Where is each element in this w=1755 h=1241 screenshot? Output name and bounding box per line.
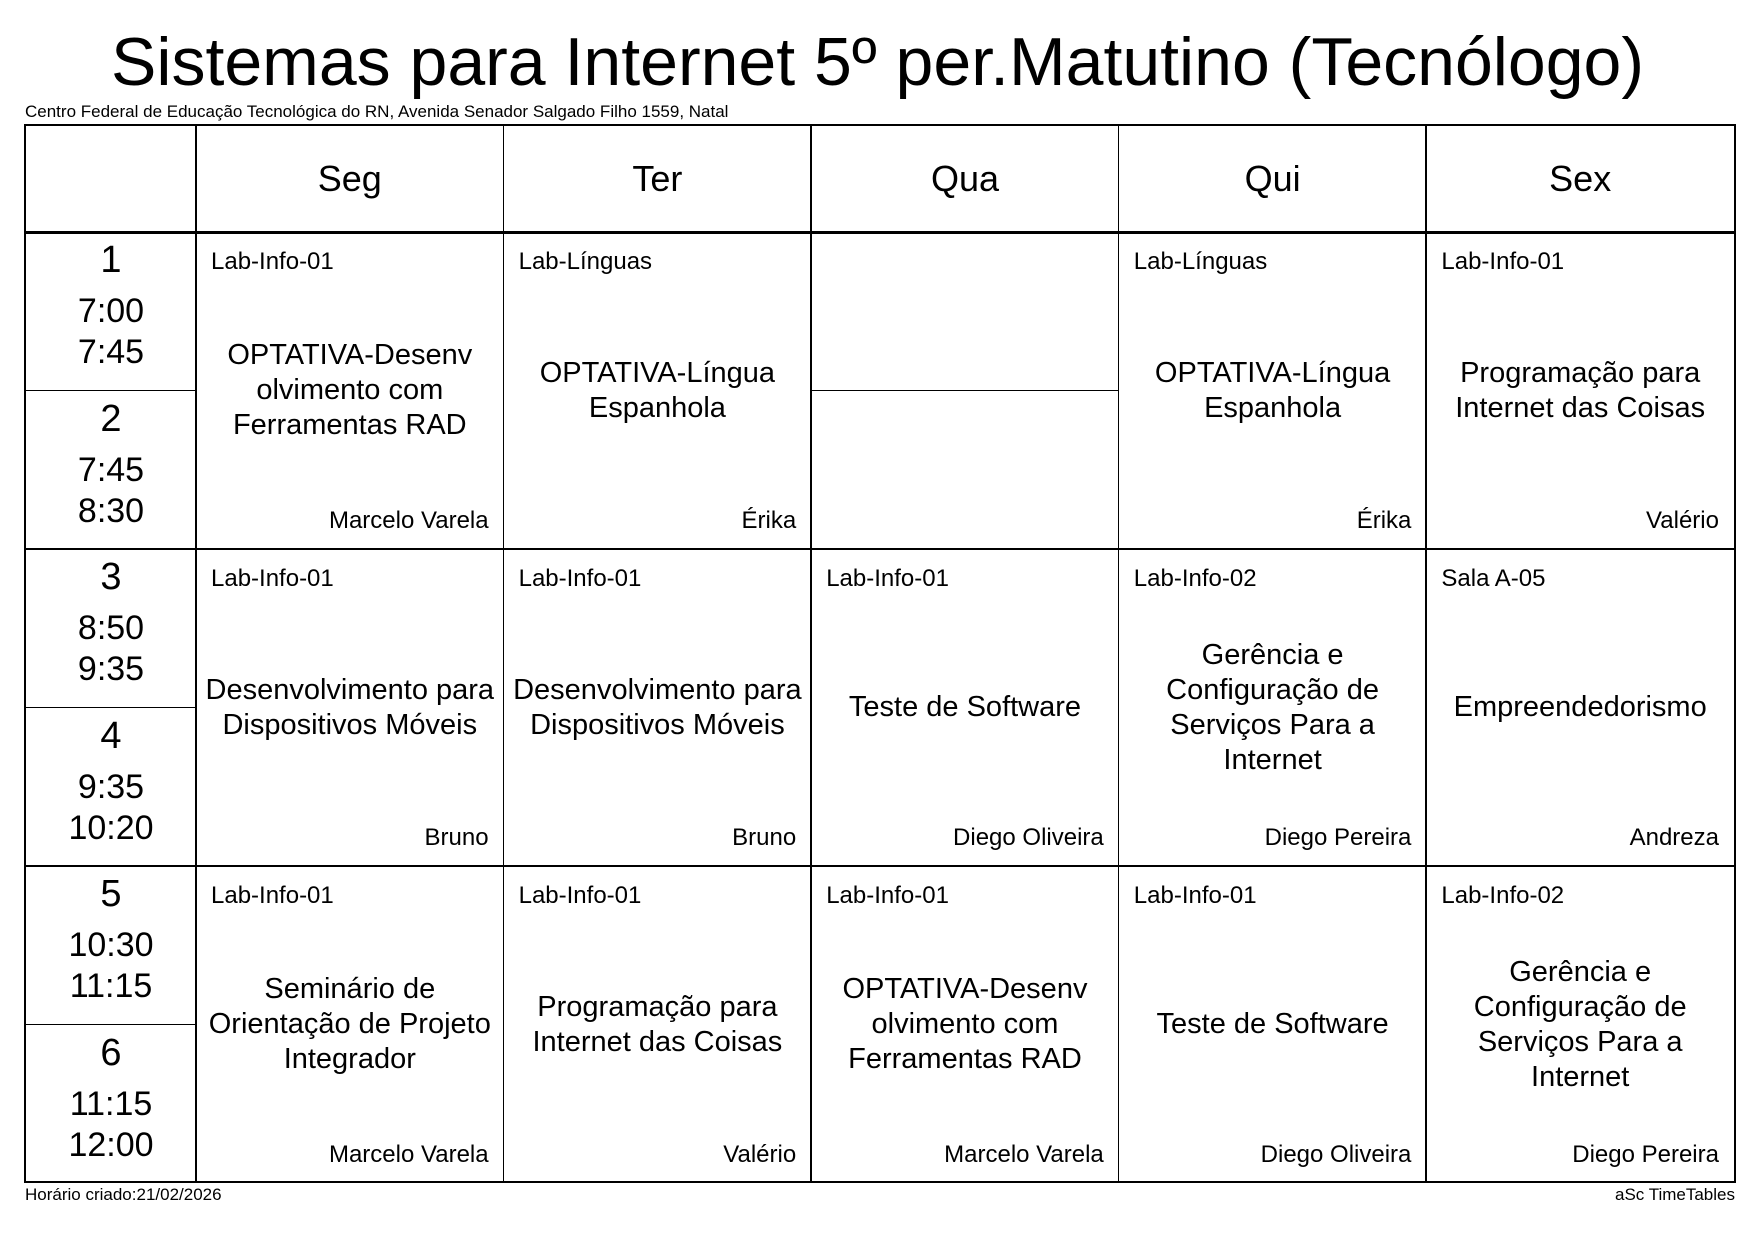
lesson-teacher: Diego Oliveira bbox=[1260, 1141, 1412, 1168]
lesson-teacher: Érika bbox=[1356, 507, 1412, 534]
lesson-subject: Seminário de Orientação de Projeto Integrador bbox=[208, 973, 491, 1075]
period-divider bbox=[26, 1024, 196, 1026]
school-address: Centro Federal de Educação Tecnológica do RN, Avenida Senador Salgado Filho 1559, Natal bbox=[25, 102, 729, 121]
lesson-room: Lab-Info-01 bbox=[211, 882, 334, 909]
period-end-time: 11:15 bbox=[69, 967, 153, 1005]
period-start-time: 8:50 bbox=[77, 609, 145, 647]
lesson-room: Lab-Línguas bbox=[518, 248, 653, 275]
period-number: 6 bbox=[100, 1031, 122, 1074]
lesson-subject: Desenvolvimento para Dispositivos Móveis bbox=[513, 673, 802, 741]
lesson-room: Lab-Info-01 bbox=[518, 565, 642, 592]
day-header-qua: Qua bbox=[930, 158, 999, 199]
lesson-card[interactable] bbox=[1426, 866, 1734, 1183]
period-end-time: 7:45 bbox=[77, 333, 145, 371]
lesson-room: Lab-Info-01 bbox=[211, 565, 334, 592]
lesson-teacher: Marcelo Varela bbox=[328, 507, 489, 534]
period-divider bbox=[26, 548, 196, 550]
day-header-seg: Seg bbox=[317, 158, 382, 199]
period-divider bbox=[26, 707, 196, 709]
lesson-subject: Gerência e Configuração de Serviços Para a Internet bbox=[1166, 638, 1379, 776]
lesson-subject: Teste de Software bbox=[848, 691, 1082, 723]
period-end-time: 9:35 bbox=[77, 650, 145, 688]
lesson-subject: Programação para Internet das Coisas bbox=[532, 990, 783, 1058]
period-start-time: 11:15 bbox=[69, 1084, 153, 1123]
lesson-teacher: Marcelo Varela bbox=[944, 1141, 1104, 1168]
lesson-room: Lab-Info-01 bbox=[518, 882, 642, 909]
lesson-subject: Empreendedorismo bbox=[1453, 691, 1707, 723]
lesson-subject: Desenvolvimento para Dispositivos Móveis bbox=[205, 673, 495, 741]
period-start-time: 9:35 bbox=[77, 767, 145, 806]
period-divider bbox=[26, 865, 196, 867]
lesson-card[interactable] bbox=[504, 549, 812, 866]
period-start-time: 7:00 bbox=[77, 292, 145, 330]
lesson-teacher: Diego Pereira bbox=[1264, 824, 1412, 851]
lesson-subject: OPTATIVA-Desenv olvimento com Ferramentas RAD bbox=[842, 973, 1088, 1075]
period-number: 2 bbox=[100, 397, 122, 440]
lesson-room: Lab-Línguas bbox=[1133, 248, 1268, 275]
period-number: 3 bbox=[100, 556, 122, 598]
lesson-room: Lab-Info-01 bbox=[1133, 882, 1257, 909]
lesson-teacher: Marcelo Varela bbox=[328, 1141, 489, 1168]
lesson-teacher: Andreza bbox=[1629, 824, 1719, 851]
lesson-teacher: Érika bbox=[741, 507, 797, 534]
period-number: 1 bbox=[100, 239, 122, 281]
period-number: 4 bbox=[100, 714, 122, 757]
lesson-teacher: Bruno bbox=[732, 824, 797, 851]
lesson-teacher: Valério bbox=[723, 1141, 797, 1168]
lesson-card[interactable] bbox=[504, 232, 812, 549]
lesson-subject: OPTATIVA-Desenv olvimento com Ferramentas RAD bbox=[227, 339, 473, 441]
lesson-subject: OPTATIVA-Língua Espanhola bbox=[1154, 356, 1391, 424]
period-end-time: 8:30 bbox=[77, 491, 145, 530]
lesson-card[interactable] bbox=[1426, 232, 1734, 549]
cell-divider bbox=[811, 390, 1119, 392]
lesson-room: Lab-Info-02 bbox=[1133, 565, 1257, 592]
day-header-qui: Qui bbox=[1244, 158, 1301, 199]
lesson-subject: Programação para Internet das Coisas bbox=[1455, 356, 1706, 424]
period-divider bbox=[26, 390, 196, 392]
created-date: Horário criado:21/02/2026 bbox=[25, 1185, 222, 1204]
day-header-sex: Sex bbox=[1549, 158, 1612, 199]
lesson-card[interactable] bbox=[196, 549, 504, 866]
lesson-card[interactable] bbox=[811, 866, 1119, 1183]
lesson-subject: Gerência e Configuração de Serviços Para a Internet bbox=[1473, 955, 1687, 1093]
day-header-ter: Ter bbox=[632, 158, 683, 199]
lesson-card[interactable] bbox=[1426, 549, 1734, 866]
brand-label: aSc TimeTables bbox=[1615, 1185, 1735, 1204]
lesson-room: Lab-Info-01 bbox=[826, 565, 949, 592]
lesson-room: Lab-Info-01 bbox=[1441, 248, 1565, 275]
lesson-room: Lab-Info-02 bbox=[1441, 882, 1565, 909]
lesson-card[interactable] bbox=[196, 866, 504, 1183]
lesson-card[interactable] bbox=[811, 549, 1119, 866]
lesson-teacher: Valério bbox=[1646, 507, 1719, 534]
lesson-card[interactable] bbox=[1119, 549, 1427, 866]
lesson-room: Sala A-05 bbox=[1441, 565, 1546, 592]
lesson-subject: OPTATIVA-Língua Espanhola bbox=[539, 356, 776, 424]
lesson-card[interactable] bbox=[1119, 866, 1427, 1183]
lesson-subject: Teste de Software bbox=[1156, 1008, 1389, 1040]
timetable-grid bbox=[24, 124, 1736, 1183]
period-start-time: 10:30 bbox=[68, 926, 154, 964]
period-start-time: 7:45 bbox=[77, 450, 145, 489]
lesson-card[interactable] bbox=[1119, 232, 1427, 549]
lesson-teacher: Diego Oliveira bbox=[953, 824, 1104, 851]
lesson-card[interactable] bbox=[196, 232, 504, 549]
lesson-card[interactable] bbox=[504, 866, 812, 1183]
lesson-teacher: Diego Pereira bbox=[1572, 1141, 1719, 1168]
period-number: 5 bbox=[100, 873, 122, 915]
period-end-time: 12:00 bbox=[68, 1125, 154, 1164]
page-title: Sistemas para Internet 5º per.Matutino (Tecnólogo) bbox=[111, 24, 1644, 100]
period-end-time: 10:20 bbox=[68, 808, 154, 847]
lesson-room: Lab-Info-01 bbox=[211, 248, 334, 275]
lesson-room: Lab-Info-01 bbox=[826, 882, 949, 909]
lesson-teacher: Bruno bbox=[424, 824, 489, 851]
